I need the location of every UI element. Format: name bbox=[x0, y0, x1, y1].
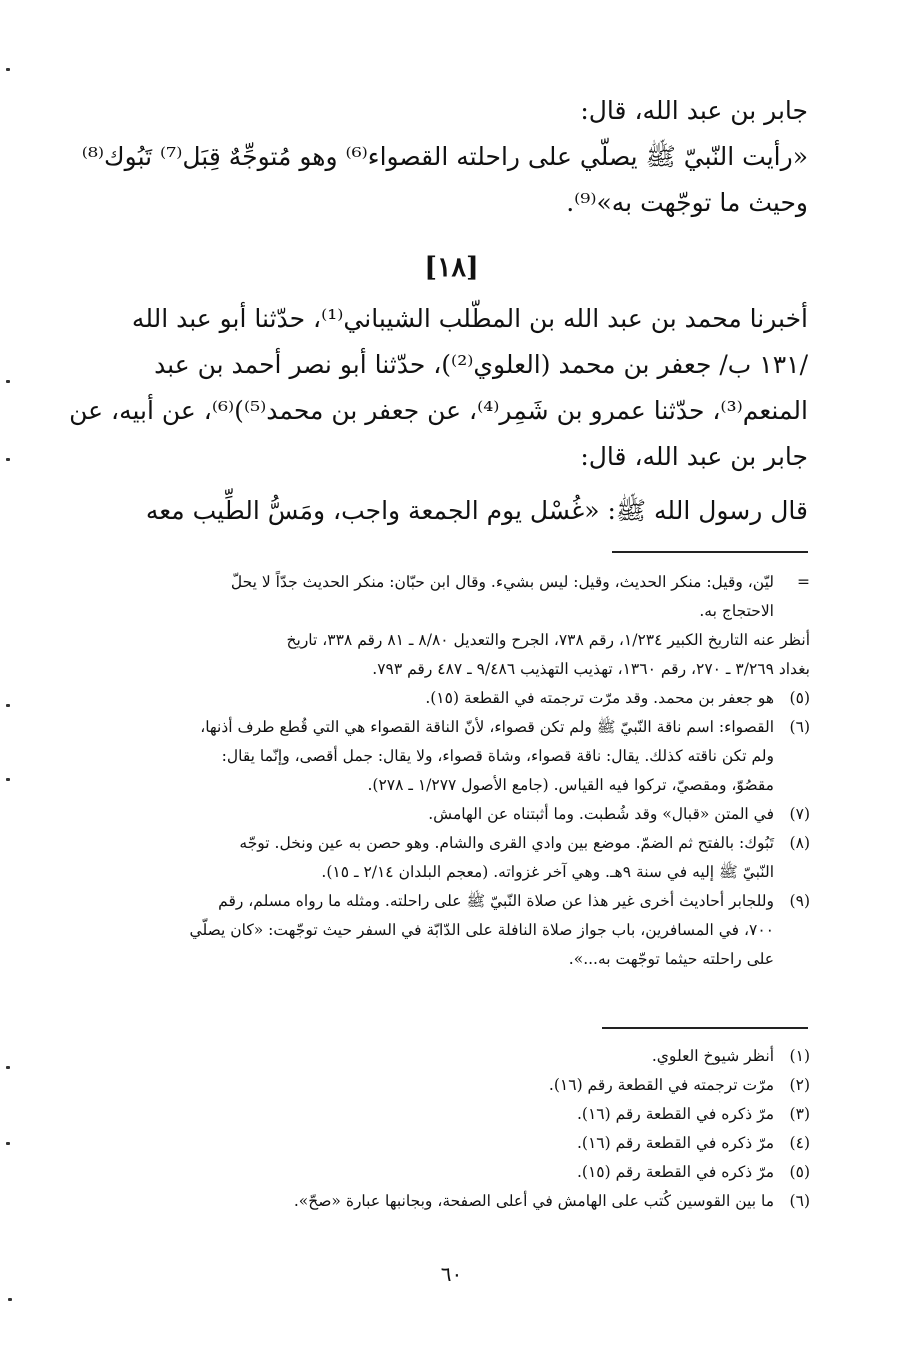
footnote-text: مقصُوّ، ومقصيّ، تركوا فيه القياس. (جامع الأصول ١/٢٧٧ ـ ٢٧٨). bbox=[367, 776, 774, 794]
main-paragraph bbox=[69, 296, 808, 534]
footnote-number: (٢) bbox=[789, 1076, 810, 1094]
footnote bbox=[108, 713, 810, 800]
footnote-text: أنظر عنه التاريخ الكبير ١/٢٣٤، رقم ٧٣٨، الجرح والتعديل ٨/٨٠ ـ ٨١ رقم ٣٣٨، تاريخ bbox=[286, 631, 810, 649]
footnote-separator bbox=[612, 551, 808, 553]
text-line: وحيث ما توجّهت به»⁽⁹⁾. bbox=[566, 188, 808, 217]
footnote-text: النّبيّ ﷺ إليه في سنة ٩هـ. وهي آخر غزواته. (معجم البلدان ٢/١٤ ـ ١٥). bbox=[321, 863, 774, 881]
footnote-number: (٩) bbox=[789, 892, 810, 910]
footnote bbox=[108, 684, 810, 713]
footnote-text: ٧٠٠، في المسافرين، باب جواز صلاة النافلة على الدّابّة في السفر حيث توجّهت: «كان يصلّي bbox=[189, 921, 774, 939]
footnote bbox=[108, 829, 810, 887]
footnote bbox=[108, 1187, 810, 1216]
footnote-text: مرّ ذكره في القطعة رقم (١٦). bbox=[576, 1134, 774, 1152]
scan-mark bbox=[8, 1298, 12, 1301]
footnote bbox=[108, 626, 810, 684]
scan-mark bbox=[6, 380, 10, 383]
footnote bbox=[108, 887, 810, 974]
footnote-text: هو جعفر بن محمد. وقد مرّت ترجمته في القطعة (١٥). bbox=[425, 689, 774, 707]
scan-mark bbox=[6, 704, 10, 707]
text-line: أخبرنا محمد بن عبد الله بن المطّلب الشيباني⁽¹⁾، حدّثنا أبو عبد الله bbox=[131, 304, 808, 333]
footnote-separator bbox=[602, 1027, 808, 1029]
footnote-number: (٥) bbox=[789, 1163, 810, 1181]
footnote-number: (١) bbox=[789, 1047, 810, 1065]
footnote-number: (٣) bbox=[789, 1105, 810, 1123]
footnote-number: (٥) bbox=[789, 689, 810, 707]
text-line: جابر بن عبد الله، قال: bbox=[580, 96, 808, 125]
footnote-number: (٤) bbox=[789, 1134, 810, 1152]
scan-mark bbox=[6, 1142, 10, 1145]
footnote-text: ولم تكن ناقته كذلك. يقال: ناقة قصواء، وشاة قصواء، ولا يقال: جمل أقصى، وإنّما يقال: bbox=[221, 747, 774, 765]
text-line: جابر بن عبد الله، قال: bbox=[580, 442, 808, 471]
footnote-text: مرّ ذكره في القطعة رقم (١٦). bbox=[576, 1105, 774, 1123]
scan-mark bbox=[6, 458, 10, 461]
text-line: /١٣١ ب/ جعفر بن محمد (العلوي⁽²⁾)، حدّثنا أبو نصر أحمد بن عبد bbox=[154, 350, 808, 379]
footnote bbox=[108, 1100, 810, 1129]
footnote-number: (٧) bbox=[789, 805, 810, 823]
scan-mark bbox=[6, 778, 10, 781]
footnote bbox=[108, 800, 810, 829]
footnote-text: أنظر شيوخ العلوي. bbox=[651, 1047, 774, 1065]
footnote-text: في المتن «قبال» وقد شُطبت. وما أثبتناه عن الهامش. bbox=[428, 805, 774, 823]
footnote-text: وللجابر أحاديث أخرى غير هذا عن صلاة النّبيّ ﷺ على راحلته. ومثله ما رواه مسلم، رقم bbox=[218, 892, 774, 910]
footnote bbox=[108, 568, 810, 626]
scan-mark bbox=[6, 1066, 10, 1069]
footnote bbox=[108, 1042, 810, 1071]
footnotes bbox=[108, 568, 810, 974]
footnote-text: مرّ ذكره في القطعة رقم (١٥). bbox=[576, 1163, 774, 1181]
footnote-number: = bbox=[797, 573, 810, 591]
text-line: قال رسول الله ﷺ: «غُسْل يوم الجمعة واجب، ومَسُّ الطِّيب معه bbox=[145, 496, 808, 525]
footnote-text: على راحلته حيثما توجّهت به...». bbox=[568, 950, 774, 968]
top-paragraph bbox=[81, 88, 808, 226]
footnote-text: ليّن، وقيل: منكر الحديث، وقيل: ليس بشيء. وقال ابن حبّان: منكر الحديث جدّاً لا يحلّ bbox=[230, 573, 774, 591]
footnote-number: (٦) bbox=[789, 718, 810, 736]
page-number: ٦٠ bbox=[440, 1262, 463, 1286]
section-heading: [١٨] bbox=[424, 252, 479, 283]
scan-mark bbox=[6, 68, 10, 71]
lower-footnotes bbox=[108, 1042, 810, 1216]
footnote-text: ما بين القوسين كُتب على الهامش في أعلى الصفحة، وبجانبها عبارة «صحّ». bbox=[293, 1192, 774, 1210]
footnote-text: القصواء: اسم ناقة النّبيّ ﷺ ولم تكن قصواء، لأنّ الناقة القصواء هي التي قُطع طرف أذنها، bbox=[200, 718, 774, 736]
footnote-text: مرّت ترجمته في القطعة رقم (١٦). bbox=[548, 1076, 774, 1094]
footnote-text: الاحتجاج به. bbox=[699, 602, 774, 620]
footnote-text: تَبُوك: بالفتح ثم الضمّ. موضع بين وادي القرى والشام. وهو حصن به عين ونخل. توجّه bbox=[239, 834, 774, 852]
footnote-number: (٦) bbox=[789, 1192, 810, 1210]
footnote-number: (٨) bbox=[789, 834, 810, 852]
footnote bbox=[108, 1129, 810, 1158]
footnote bbox=[108, 1158, 810, 1187]
text-line: «رأيت النّبيّ ﷺ يصلّي على راحلته القصواء⁽⁶⁾ وهو مُتوجِّهٌ قِبَل⁽⁷⁾ تَبُوك⁽⁸⁾ bbox=[81, 142, 808, 171]
text-line: المنعم⁽³⁾، حدّثنا عمرو بن شَمِر⁽⁴⁾، عن جعفر بن محمد⁽⁵⁾)⁽⁶⁾، عن أبيه، عن bbox=[69, 396, 808, 425]
footnote-text: بغداد ٣/٢٦٩ ـ ٢٧٠، رقم ١٣٦٠، تهذيب التهذيب ٩/٤٨٦ ـ ٤٨٧ رقم ٧٩٣. bbox=[372, 660, 810, 678]
footnote bbox=[108, 1071, 810, 1100]
